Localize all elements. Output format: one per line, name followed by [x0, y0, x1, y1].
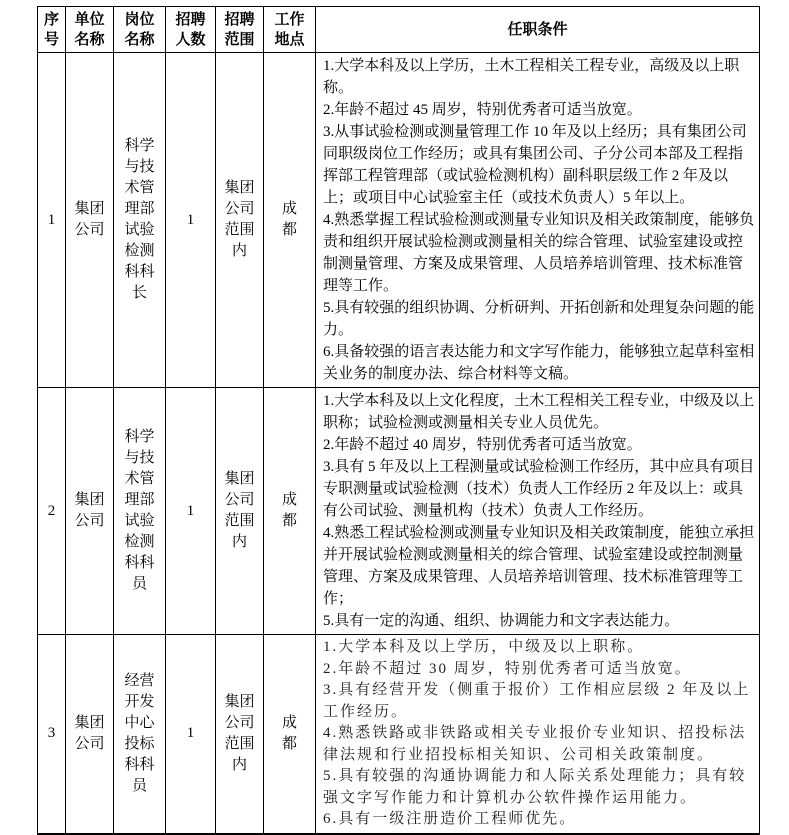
requirement-item: 6.具备较强的语言表达能力和文字写作能力，能够独立起草科室相关业务的制度办法、综合材料等文稿。	[323, 344, 755, 382]
seq-cell: 3	[38, 635, 66, 834]
requirement-item: 1.大学本科及以上文化程度，土木工程相关工程专业，中级及以上职称；试验检测或测量相关专业人员优先。	[323, 393, 755, 431]
requirement-item: 5.具有较强的组织协调、分析研判、开拓创新和处理复杂问题的能力。	[323, 300, 755, 338]
scope-text: 集团公司范围内	[224, 693, 255, 773]
scope-cell	[216, 635, 264, 834]
header-position	[114, 7, 166, 53]
table-row	[38, 388, 760, 635]
header-row	[38, 7, 760, 53]
unit-cell	[66, 388, 114, 635]
requirement-item: 2.年龄不超过 30 周岁，特别优秀者可适当放宽。	[323, 660, 692, 677]
requirement-item: 4.熟悉铁路或非铁路或相关专业报价专业知识、招投标法律法规和行业招投标相关知识、公司相关政策制度。	[323, 725, 747, 763]
scope-text: 集团公司范围内	[224, 471, 255, 550]
recruitment-table	[37, 6, 760, 835]
requirement-item: 4.熟悉掌握工程试验检测或测量专业知识及相关政策制度，能够负责和组织开展试验检测或测量相关的综合管理、试验室建设或控制测量管理、方案及成果管理、人员培养培训管理、技术标准管理等工作。	[323, 212, 755, 294]
header-seq-label: 序号	[43, 11, 59, 48]
table-row	[38, 635, 760, 834]
count-cell: 1	[166, 53, 216, 388]
header-location	[264, 7, 316, 53]
position-text: 科学与技术管理部试验检测科科员	[124, 429, 155, 592]
header-count	[166, 7, 216, 53]
scope-cell	[216, 388, 264, 635]
position-cell	[114, 388, 166, 635]
requirements-cell	[316, 53, 760, 388]
table-row	[38, 53, 760, 388]
position-text: 科学与技术管理部试验检测科科长	[124, 138, 155, 301]
requirement-item: 1.大学本科及以上学历，中级及以上职称。	[323, 639, 645, 655]
scope-cell	[216, 53, 264, 388]
requirements-cell	[316, 388, 760, 635]
count-cell: 1	[166, 635, 216, 834]
location-cell	[264, 388, 316, 635]
header-seq	[38, 7, 66, 53]
seq-cell: 1	[38, 53, 66, 388]
requirement-item: 2.年龄不超过 45 周岁，特别优秀者可适当放宽。	[323, 102, 642, 118]
requirements-cell	[316, 635, 760, 834]
header-scope	[216, 7, 264, 53]
requirement-item: 5.具有较强的沟通协调能力和人际关系处理能力；具有较强文字写作能力和计算机办公软件操作运用能力。	[323, 768, 747, 806]
header-requirements-label: 任职条件	[507, 21, 568, 38]
unit-text: 集团公司	[74, 201, 105, 238]
position-cell	[114, 635, 166, 834]
requirement-item: 2.年龄不超过 40 周岁，特别优秀者可适当放宽。	[323, 437, 642, 453]
unit-cell	[66, 635, 114, 834]
count-cell: 1	[166, 388, 216, 635]
header-requirements	[316, 7, 760, 53]
requirement-item: 1.大学本科及以上学历，土木工程相关工程专业，高级及以上职称。	[323, 58, 740, 96]
location-text: 成都	[281, 492, 297, 529]
requirement-item: 5.具有一定的沟通、组织、协调能力和文字表达能力。	[323, 613, 680, 629]
position-text: 经营开发中心投标科科员	[124, 672, 155, 794]
location-text: 成都	[281, 201, 297, 238]
requirement-item: 3.具有经营开发（侧重于报价）工作相应层级 2 年及以上工作经历。	[323, 682, 751, 720]
requirement-item: 3.从事试验检测或测量管理工作 10 年及以上经历；具有集团公司同职级岗位工作经历；或具有集团公司、子分公司本部及工程指挥部工程管理部（或试验检测机构）副科职层级工作 2 年及以上；或项目中心试验室主任（或技术负责人）5 年以上。	[323, 124, 747, 206]
requirement-item: 6.具有一级注册造价工程师优先。	[323, 811, 577, 827]
unit-cell	[66, 53, 114, 388]
requirement-item: 3.具有 5 年及以上工程测量或试验检测工作经历，其中应具有项目专职测量或试验检测（技术）负责人工作经历 2 年及以上：或具有公司试验、测量机构（技术）负责人工作经历。	[323, 459, 755, 519]
unit-text: 集团公司	[74, 492, 105, 529]
scope-text: 集团公司范围内	[224, 180, 255, 259]
header-count-label: 招聘人数	[175, 11, 206, 48]
location-cell	[264, 53, 316, 388]
location-cell	[264, 635, 316, 834]
unit-text: 集团公司	[74, 714, 105, 752]
header-unit-label: 单位名称	[74, 11, 105, 48]
header-location-label: 工作地点	[274, 11, 305, 48]
header-unit	[66, 7, 114, 53]
seq-cell: 2	[38, 388, 66, 635]
location-text: 成都	[281, 714, 297, 752]
requirement-item: 4.熟悉工程试验检测或测量专业知识及相关政策制度，能独立承担并开展试验检测或测量相关的综合管理、试验室建设或控制测量管理、方案及成果管理、人员培养培训管理、技术标准管理等工作；	[323, 525, 755, 607]
header-scope-label: 招聘范围	[224, 11, 255, 48]
header-position-label: 岗位名称	[124, 11, 155, 48]
position-cell	[114, 53, 166, 388]
